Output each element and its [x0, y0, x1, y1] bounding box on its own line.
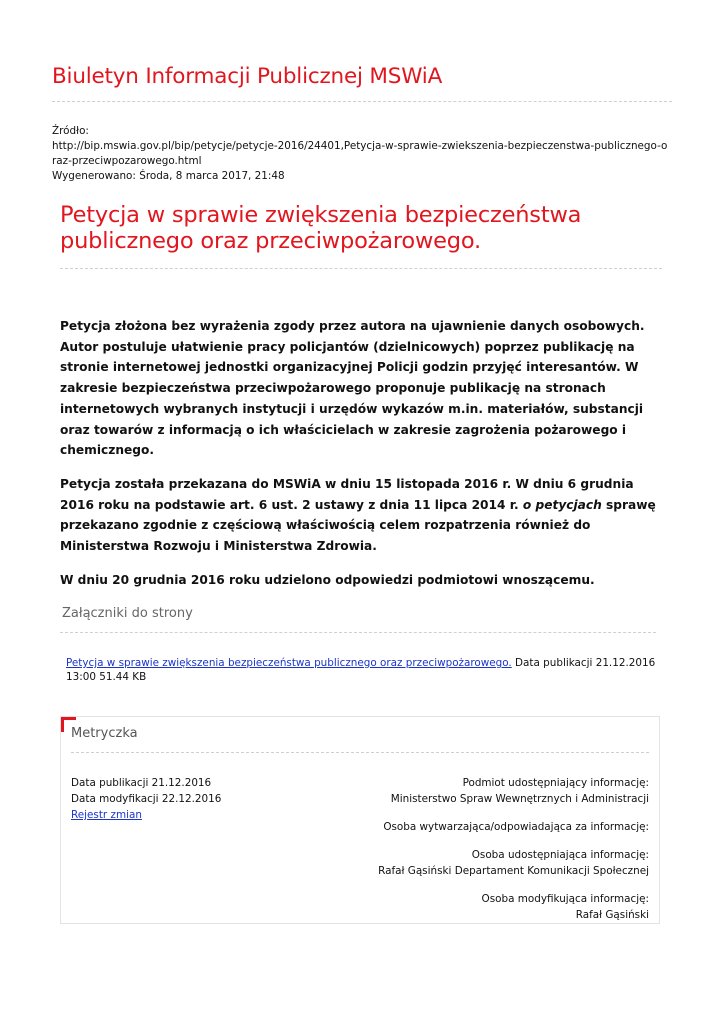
- creator-label: Osoba wytwarzająca/odpowiadająca za informację:: [383, 821, 649, 833]
- attachment-item: [66, 656, 666, 684]
- sharer-value: Rafał Gąsiński Departament Komunikacji Społecznej: [378, 865, 649, 877]
- metryczka-box: [60, 716, 660, 924]
- header-divider: [52, 101, 672, 102]
- attachments-heading: Załączniki do strony: [62, 606, 193, 621]
- modification-date: Data modyfikacji 22.12.2016: [71, 793, 222, 805]
- change-log-link[interactable]: Rejestr zmian: [71, 809, 142, 821]
- modifier-label: Osoba modyfikująca informację:: [481, 893, 649, 905]
- paragraph-2-part-1: Petycja została przekazana do MSWiA w dniu 15 listopada 2016 r. W dniu 6 grudnia 2016 roku na podstawie art. 6 ust. 2 ustawy z dnia 11 lipca 2014 r.: [60, 476, 634, 512]
- metryczka-people: [378, 775, 649, 935]
- metryczka-divider: [71, 752, 649, 753]
- site-title: Biuletyn Informacji Publicznej MSWiA: [52, 64, 443, 89]
- attachment-link[interactable]: Petycja w sprawie zwiększenia bezpieczeństwa publicznego oraz przeciwpożarowego.: [66, 657, 512, 669]
- paragraph-2-italic: o petycjach: [522, 497, 602, 512]
- paragraph-2: [60, 474, 660, 557]
- sharer-label: Osoba udostępniająca informację:: [471, 849, 649, 861]
- title-divider: [60, 268, 662, 269]
- paragraph-2-part-2: sprawę przekazano zgodnie z częściową właściwością celem rozpatrzenia również do Ministerstwa Rozwoju i Ministerstwa Zdrowia.: [60, 497, 656, 554]
- source-label: Źródło:: [52, 125, 89, 137]
- source-meta: [52, 124, 674, 184]
- publication-date: Data publikacji 21.12.2016: [71, 777, 212, 789]
- attachments-divider: [60, 632, 656, 633]
- entity-value: Ministerstwo Spraw Wewnętrznych i Administracji: [390, 793, 649, 805]
- entity-label: Podmiot udostępniający informację:: [462, 777, 649, 789]
- modifier-value: Rafał Gąsiński: [575, 909, 649, 921]
- metryczka-dates: [71, 775, 221, 823]
- article-body: [60, 316, 660, 603]
- metryczka-title: Metryczka: [71, 726, 138, 741]
- source-url-line2: raz-przeciwpozarowego.html: [52, 155, 202, 167]
- source-url-line1: http://bip.mswia.gov.pl/bip/petycje/petycje-2016/24401,Petycja-w-sprawie-zwiekszenia-bezpieczenstwa-publicznego-o: [52, 140, 668, 152]
- page-title: Petycja w sprawie zwiększenia bezpieczeństwa publicznego oraz przeciwpożarowego.: [60, 202, 582, 254]
- generated-date: Wygenerowano: Środa, 8 marca 2017, 21:48: [52, 170, 285, 182]
- paragraph-1: Petycja złożona bez wyrażenia zgody przez autora na ujawnienie danych osobowych. Autor postuluje ułatwienie pracy policjantów (dzielnicowych) poprzez publikację na stronie internetowej jednostki organizacyjnej Policji godzin przyjęć interesantów. W zakresie bezpieczeństwa przeciwpożarowego proponuje publikację na stronach internetowych wybranych instytucji i urzędów wykazów m.in. materiałów, substancji oraz towarów z informacją o ich właścicielach w zakresie zagrożenia pożarowego i chemicznego.: [60, 319, 645, 458]
- paragraph-3: W dniu 20 grudnia 2016 roku udzielono odpowiedzi podmiotowi wnoszącemu.: [60, 572, 595, 587]
- attachment-info: Data publikacji 21.12.2016 13:00 51.44 KB: [66, 657, 656, 683]
